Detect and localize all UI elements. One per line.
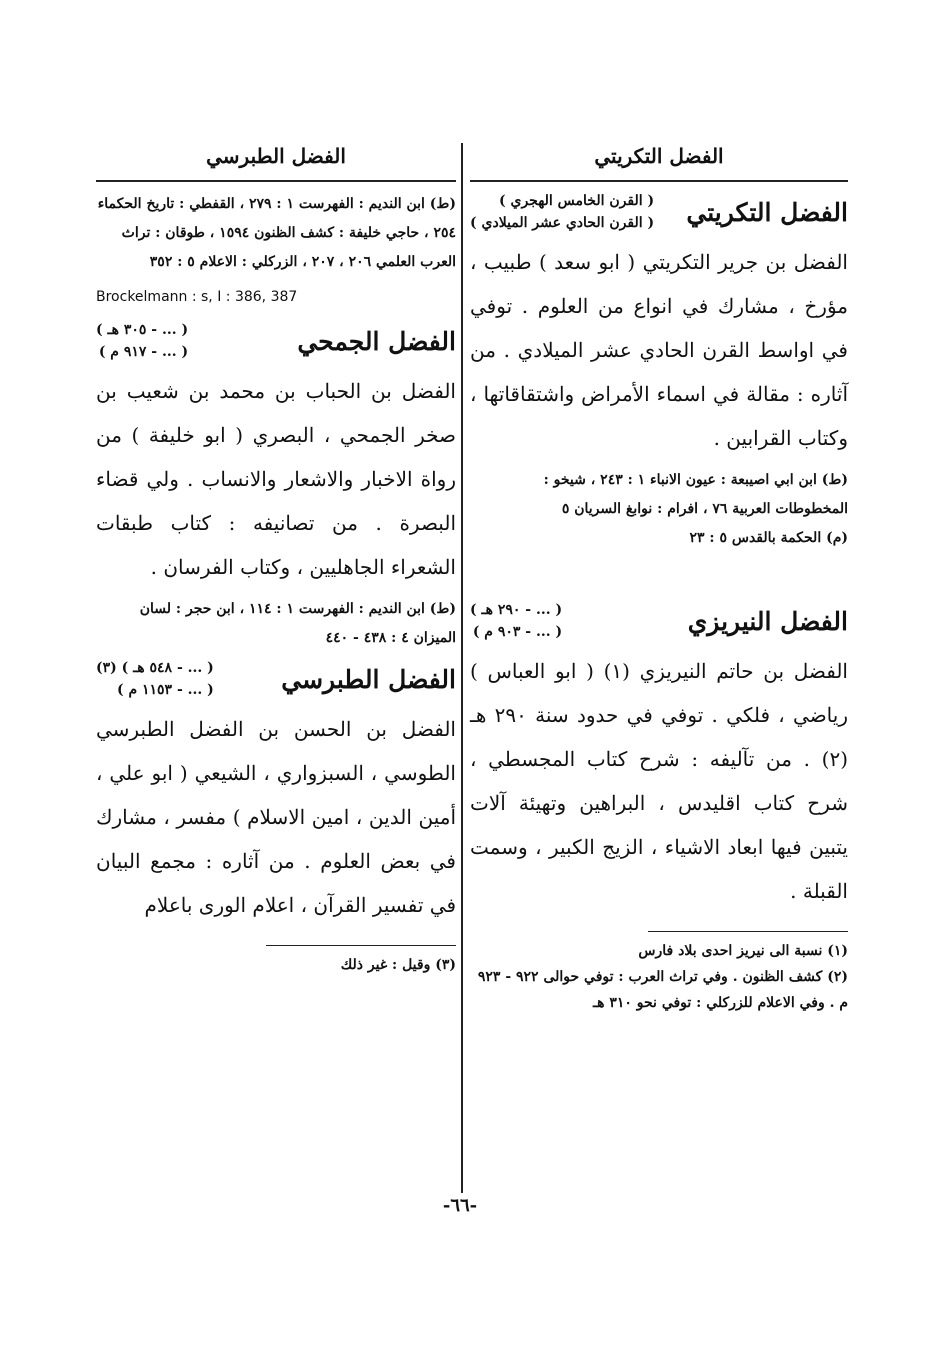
entry-name: الفضل التكريتي (686, 197, 848, 227)
entry-date: ( ... - ٣٠٥ هـ ) (96, 322, 189, 338)
page-number: -٦٦- (442, 1195, 478, 1216)
entry-date: ( ... - ٢٩٠ هـ ) (470, 602, 563, 618)
footnote-separator (266, 945, 456, 946)
entry-date: ( ... - ٥٤٨ هـ ) (٣) (96, 660, 214, 676)
entry-dates (96, 657, 214, 701)
reference-line: (ط) ابن ابي اصيبعة : عيون الانباء ١ : ٢٤٣ ، شيخو : المخطوطات العربية ٧٦ ، افرام : نوابغ السريان ٥ (543, 472, 848, 517)
entry-dates (96, 319, 188, 363)
entry-name: الفضل الطبرسي (281, 664, 456, 694)
entry-references (96, 595, 456, 653)
entry-body: الفضل بن جرير التكريتي ( ابو سعد ) طبيب ، مؤرخ ، مشارك في انواع من العلوم . توفي في اواسط القرن الحادي عشر الميلادي . من آثاره : مقالة في اسماء الأمراض واشتقاقاتها ، وكتاب القرابين . (470, 250, 848, 450)
entry-date: ( القرن الحادي عشر الميلادي ) (470, 215, 655, 231)
entry-heading (96, 657, 456, 701)
column-divider (461, 143, 463, 1193)
entry-references: (ط) ابن النديم : الفهرست ١ : ٢٧٩ ، القفطي : تاريخ الحكماء ٢٥٤ ، حاجي خليفة : كشف الظنون ١٥٩٤ ، طوقان : تراث العرب العلمي ٢٠٦ ، ٢٠٧ ، الزركلي : الاعلام ٥ : ٣٥٢ (97, 196, 456, 270)
entry-date: ( ... - ٩١٧ م ) (98, 344, 189, 360)
entry-dates (470, 599, 562, 643)
right-column (470, 138, 848, 1016)
footnote: (١) نسبة الى نيريز احدى بلاد فارس (638, 943, 848, 959)
right-column-header: الفضل التكريتي (470, 138, 848, 182)
entry-heading (470, 599, 848, 643)
footnote: (٣) وقيل : غير ذلك (340, 957, 456, 973)
entry-body: الفضل بن حاتم النيريزي (١) ( ابو العباس ) رياضي ، فلكي . توفي في حدود سنة ٢٩٠ هـ (٢) . من تآليفه : شرح كتاب المجسطي ، شرح كتاب اقليدس ، البراهين وتهيئة آلات يتبين فيها ابعاد الاشياء ، الزيج الكبير ، وسمت القبلة . (470, 659, 848, 903)
entry-name: الفضل الجمحي (297, 326, 456, 356)
entry-body: الفضل بن الحباب بن محمد بن شعيب بن صخر الجمحي ، البصري ( ابو خليفة ) من رواة الاخبار والاشعار والانساب . ولي قضاء البصرة . من تصانيفه : كتاب طبقات الشعراء الجاهليين ، وكتاب الفرسان . (96, 379, 456, 579)
entry-dates (470, 190, 654, 234)
entry-date: ( ... - ١١٥٣ م ) (116, 682, 214, 698)
footnotes (470, 938, 848, 1016)
entry-date: ( القرن الخامس الهجري ) (498, 193, 655, 209)
entry-name: الفضل النيريزي (687, 606, 848, 636)
entry-references (470, 466, 848, 553)
footnotes (96, 952, 456, 978)
entry-body: الفضل بن الحسن بن الفضل الطبرسي الطوسي ، السبزواري ، الشيعي ( ابو علي ، أمين الدين ، امين الاسلام ) مفسر ، مشارك في بعض العلوم . من آثاره : مجمع البيان في تفسير القرآن ، اعلام الورى باعلام (96, 717, 456, 917)
footnote-separator (648, 931, 848, 932)
left-column-header: الفضل الطبرسي (96, 138, 456, 182)
entry-heading (96, 319, 456, 363)
latin-reference: Brockelmann : s, I : 386, 387 (96, 289, 298, 305)
footnote: (٢) كشف الظنون . وفي تراث العرب : توفي حوالى ٩٢٢ - ٩٢٣ م . وفي الاعلام للزركلي : توفي نحو ٣١٠ هـ (477, 969, 848, 1011)
entry-date: ( ... - ٩٠٣ م ) (472, 624, 563, 640)
reference-line: (ط) ابن النديم : الفهرست ١ : ١١٤ ، ابن حجر : لسان الميزان ٤ : ٤٣٨ - ٤٤٠ (139, 601, 456, 646)
entry-heading (470, 190, 848, 234)
reference-line: (م) الحكمة بالقدس ٥ : ٢٣ (689, 530, 848, 546)
left-column (96, 138, 456, 978)
